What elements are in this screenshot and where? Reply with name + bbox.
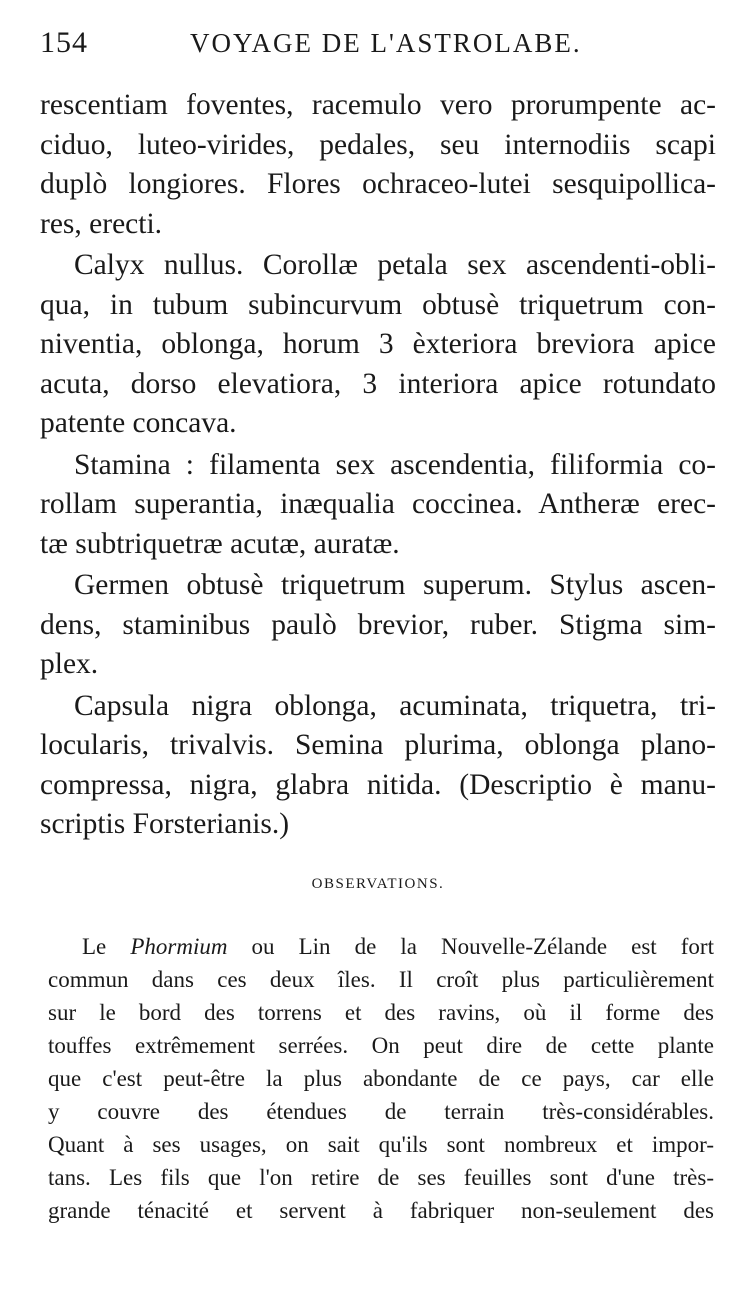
text-line: tæ subtriquetræ acutæ, auratæ. <box>40 527 400 560</box>
text-line: patente concava. <box>40 407 237 439</box>
latin-paragraph <box>40 687 716 845</box>
text-line: sur le bord des torrens et des ravins, où il forme des <box>48 1000 714 1025</box>
text-fragment: ou Lin de la Nouvelle-Zélande est fort <box>227 934 714 959</box>
text-line: dens, staminibus paulò brevior, ruber. Stigma sim- <box>40 608 716 641</box>
text-line: commun dans ces deux îles. Il croît plus particulièrement <box>48 967 714 992</box>
text-line: ciduo, luteo-virides, pedales, seu internodiis scapi <box>40 128 716 161</box>
page-number: 154 <box>40 26 88 59</box>
text-line: res, erecti. <box>40 207 163 240</box>
text-line: Quant à ses usages, on sait qu'ils sont nombreux et impor- <box>48 1132 714 1157</box>
text-line: y couvre des étendues de terrain très-considérables. <box>48 1099 714 1124</box>
text-line: Germen obtusè triquetrum superum. Stylus ascen- <box>74 569 716 601</box>
text-line: rollam superantia, inæqualia coccinea. Antheræ erec- <box>40 488 716 520</box>
latin-paragraph <box>40 246 716 444</box>
text-line: locularis, trivalvis. Semina plurima, oblonga plano- <box>40 729 716 761</box>
text-line: grande ténacité et servent à fabriquer non-seulement des <box>48 1198 714 1223</box>
genus-name: Phormium <box>130 934 228 959</box>
page-header <box>40 26 720 66</box>
text-line: tans. Les fils que l'on retire de ses feuilles sont d'une très- <box>48 1165 714 1190</box>
text-line: Capsula nigra oblonga, acuminata, triquetra, tri- <box>74 689 716 722</box>
text-line: touffes extrêmement serrées. On peut dire de cette plante <box>48 1033 714 1058</box>
text-line: rescentiam foventes, racemulo vero prorumpente ac- <box>40 89 716 121</box>
observations-text <box>48 930 714 1227</box>
running-head: VOYAGE DE L'ASTROLABE. <box>190 28 582 58</box>
text-fragment: Le <box>82 934 131 959</box>
text-line: qua, in tubum subincurvum obtusè triquetrum con- <box>40 288 716 321</box>
text-line: acuta, dorso elevatiora, 3 interiora apice rotundato <box>40 367 716 400</box>
text-line: scriptis Forsterianis.) <box>40 808 290 840</box>
latin-description <box>40 86 716 845</box>
observations-paragraph <box>48 930 714 1227</box>
latin-paragraph <box>40 566 716 685</box>
text-line: plex. <box>40 648 99 680</box>
section-heading: OBSERVATIONS. <box>311 876 445 892</box>
text-line <box>48 930 714 963</box>
latin-paragraph <box>40 86 716 244</box>
text-line: compressa, nigra, glabra nitida. (Descriptio è manu- <box>40 768 716 801</box>
text-line: Stamina : filamenta sex ascendentia, filiformia co- <box>74 448 716 481</box>
text-line: Calyx nullus. Corollæ petala sex ascendenti-obli- <box>74 249 716 281</box>
latin-paragraph <box>40 446 716 565</box>
text-line: niventia, oblonga, horum 3 èxteriora breviora apice <box>40 328 716 360</box>
text-line: duplò longiores. Flores ochraceo-lutei sesquipollica- <box>40 168 716 200</box>
text-line: que c'est peut-être la plus abondante de ce pays, car elle <box>48 1066 714 1091</box>
